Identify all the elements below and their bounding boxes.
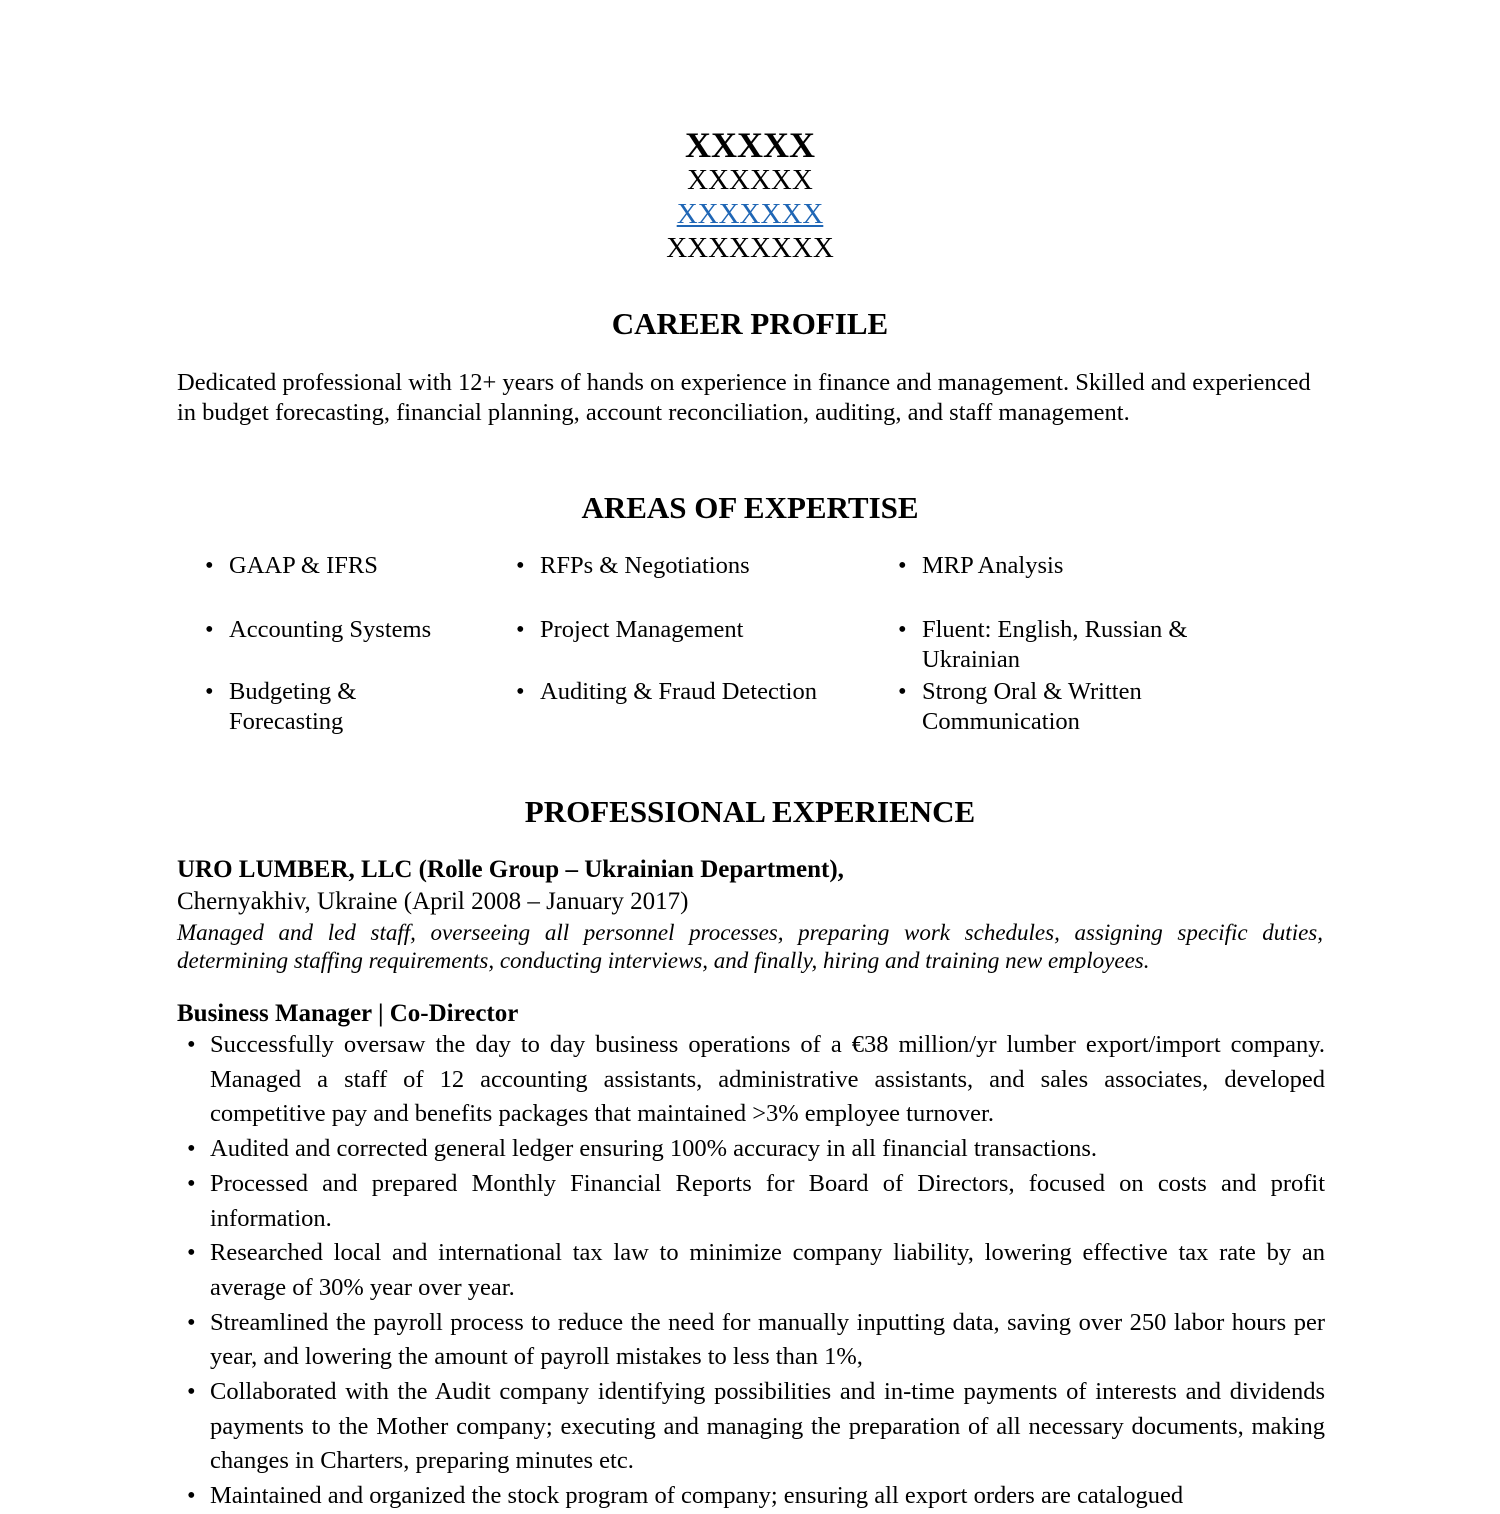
candidate-name: XXXXX [685,125,815,165]
bullet-item: • Streamlined the payroll process to reduce the need for manually inputting data, saving over 250 labor hours per year, and lowering the amount of payroll mistakes to less than 1%, [187,1308,1325,1371]
contact-link[interactable]: XXXXXXX [676,198,824,230]
expertise-heading: AREAS OF EXPERTISE [581,490,919,525]
company-name: URO LUMBER, LLC (Rolle Group – Ukrainian Department), [177,856,844,883]
experience-heading: PROFESSIONAL EXPERIENCE [524,794,976,829]
expertise-item: • Auditing & Fraud Detection [516,678,817,705]
career-profile-heading: CAREER PROFILE [611,306,889,341]
job-bullets [177,1028,1325,1514]
bullet-item: • Collaborated with the Audit company identifying possibilities and in-time payments of interests and dividends payments to the Mother company; executing and managing the preparation of all necessary documents, making changes in Charters, preparing minutes etc. [187,1378,1325,1475]
bullet-item: • Maintained and organized the stock program of company; ensuring all export orders are catalogued [187,1482,1184,1510]
career-profile-text: Dedicated professional with 12+ years of hands on experience in finance and management. Skilled and experienced in budget forecasting, financial planning, account reconciliation, auditing, and staff management. [177,369,1311,426]
expertise-item: • Budgeting & Forecasting [205,678,357,735]
expertise-item: • Accounting Systems [205,616,432,643]
expertise-item: • Fluent: English, Russian & Ukrainian [898,616,1188,673]
contact-line: XXXXXXXX [666,232,834,264]
expertise-item: • Project Management [516,616,744,643]
expertise-item: • Strong Oral & Written Communication [898,678,1142,735]
expertise-item: • RFPs & Negotiations [516,552,750,579]
expertise-item: • MRP Analysis [898,552,1064,579]
bullet-item: • Researched local and international tax law to minimize company liability, lowering effective tax rate by an average of 30% year over year. [187,1239,1325,1301]
company-location-dates: Chernyakhiv, Ukraine (April 2008 – January 2017) [177,888,689,915]
company-summary: Managed and led staff, overseeing all personnel processes, preparing work schedules, assigning specific duties, determining staffing requirements, conducting interviews, and finally, hiring and training new employees. [177,920,1323,973]
expertise-item: • GAAP & IFRS [205,552,378,579]
contact-line: XXXXXX [687,164,813,196]
bullet-item: • Processed and prepared Monthly Financial Reports for Board of Directors, focused on costs and profit information. [187,1169,1325,1232]
bullet-item: • Audited and corrected general ledger ensuring 100% accuracy in all financial transactions. [187,1135,1098,1163]
bullet-item: • Successfully oversaw the day to day business operations of a €38 million/yr lumber export/import company. Managed a staff of 12 accounting assistants, administrative assistants, and sales associates, developed competitive pay and benefits packages that maintained >3% employee turnover. [187,1031,1325,1128]
job-title: Business Manager | Co-Director [177,1000,519,1027]
